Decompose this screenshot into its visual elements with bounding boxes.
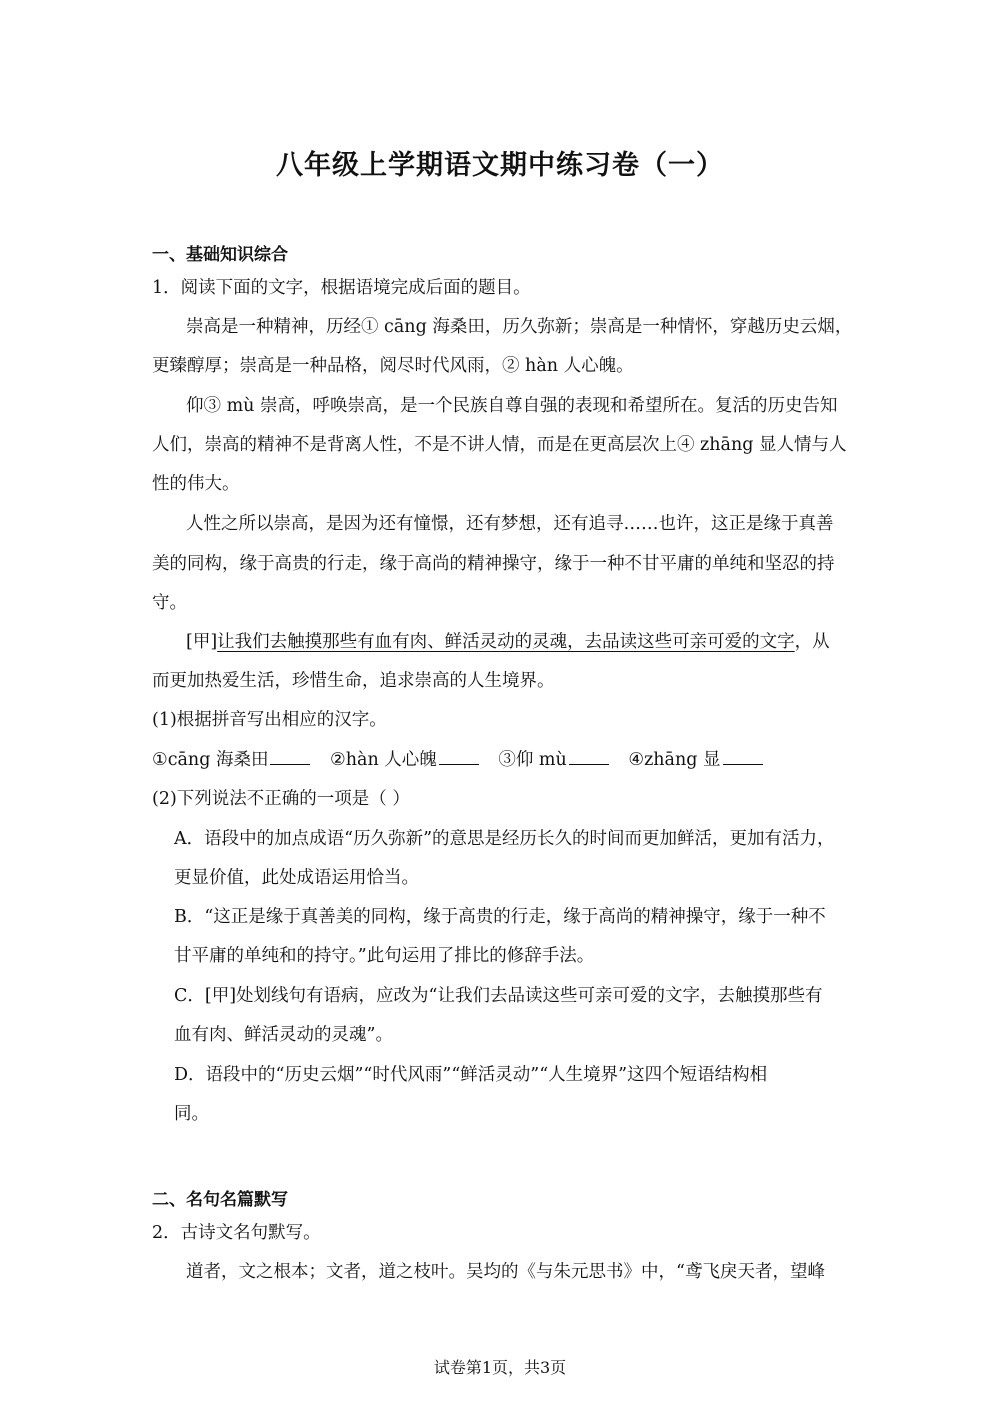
passage-line: 更臻醇厚；崇高是一种品格，阅尽时代风雨，② hàn 人心魄。 xyxy=(152,356,634,376)
fill-item: ②hàn 人心魄 xyxy=(330,750,437,770)
passage-line: 性的伟大。 xyxy=(152,474,240,494)
jia-sentence xyxy=(186,628,830,653)
passage-line: 人性之所以崇高，是因为还有憧憬，还有梦想，还有追寻……也许，这正是缘于真善 xyxy=(186,514,834,534)
option-b: B．“这正是缘于真善美的同构，缘于高贵的行走，缘于高尚的精神操守，缘于一种不 xyxy=(174,907,826,927)
option-c: C．[甲]处划线句有语病，应改为“让我们去品读这些可亲可爱的文字，去触摸那些有 xyxy=(174,986,823,1006)
passage-line: 人们，崇高的精神不是背离人性，不是不讲人情，而是在更高层次上④ zhāng 显人情与人 xyxy=(152,435,847,455)
answer-blank[interactable] xyxy=(439,750,479,765)
question-2-stem: 2．古诗文名句默写。 xyxy=(152,1223,321,1243)
option-a-cont: 更显价值，此处成语运用恰当。 xyxy=(174,868,419,888)
answer-blank[interactable] xyxy=(723,750,763,765)
fill-item: ③仰 mù xyxy=(498,750,567,770)
page-title: 八年级上学期语文期中练习卷（一） xyxy=(276,150,724,181)
fill-blank-row xyxy=(152,746,777,771)
passage-line: 守。 xyxy=(152,593,187,613)
option-c-cont: 血有肉、鲜活灵动的灵魂”。 xyxy=(174,1025,393,1045)
section-heading-basics: 一、基础知识综合 xyxy=(152,245,288,265)
question-2-line: 道者，文之根本；文者，道之枝叶。吴均的《与朱元思书》中，“鸢飞戾天者，望峰 xyxy=(186,1262,825,1282)
passage-line: 仰③ mù 崇高，呼唤崇高，是一个民族自尊自强的表现和希望所在。复活的历史告知 xyxy=(186,396,838,416)
passage-line: 美的同构，缘于高贵的行走，缘于高尚的精神操守，缘于一种不甘平庸的单纯和坚忍的持 xyxy=(152,554,835,574)
question-1-stem: 1．阅读下面的文字，根据语境完成后面的题目。 xyxy=(152,278,531,298)
page-footer: 试卷第1页，共3页 xyxy=(433,1358,567,1377)
jia-underlined-text: 让我们去触摸那些有血有肉、鲜活灵动的灵魂，去品读这些可亲可爱的文字 xyxy=(217,632,795,652)
fill-item: ①cāng 海桑田 xyxy=(152,750,269,770)
option-a: A．语段中的加点成语“历久弥新”的意思是经历长久的时间而更加鲜活，更加有活力， xyxy=(174,829,835,849)
option-d: D．语段中的“历史云烟”“时代风雨”“鲜活灵动”“人生境界”这四个短语结构相 xyxy=(174,1065,768,1085)
jia-marker: [甲] xyxy=(186,632,218,652)
option-b-cont: 甘平庸的单纯和的持守。”此句运用了排比的修辞手法。 xyxy=(174,946,595,966)
sub-question-2: (2)下列说法不正确的一项是（ ） xyxy=(152,789,410,809)
passage-line: 而更加热爱生活，珍惜生命，追求崇高的人生境界。 xyxy=(152,671,555,691)
answer-blank[interactable] xyxy=(569,750,609,765)
fill-item: ④zhāng 显 xyxy=(628,750,721,770)
option-d-cont: 同。 xyxy=(174,1104,209,1124)
answer-blank[interactable] xyxy=(270,750,310,765)
jia-rest: ，从 xyxy=(794,632,830,652)
sub-question-1: (1)根据拼音写出相应的汉字。 xyxy=(152,710,387,730)
passage-line: 崇高是一种精神，历经① cāng 海桑田，历久弥新；崇高是一种情怀，穿越历史云烟， xyxy=(186,317,853,337)
section-heading-recitation: 二、名句名篇默写 xyxy=(152,1190,288,1210)
